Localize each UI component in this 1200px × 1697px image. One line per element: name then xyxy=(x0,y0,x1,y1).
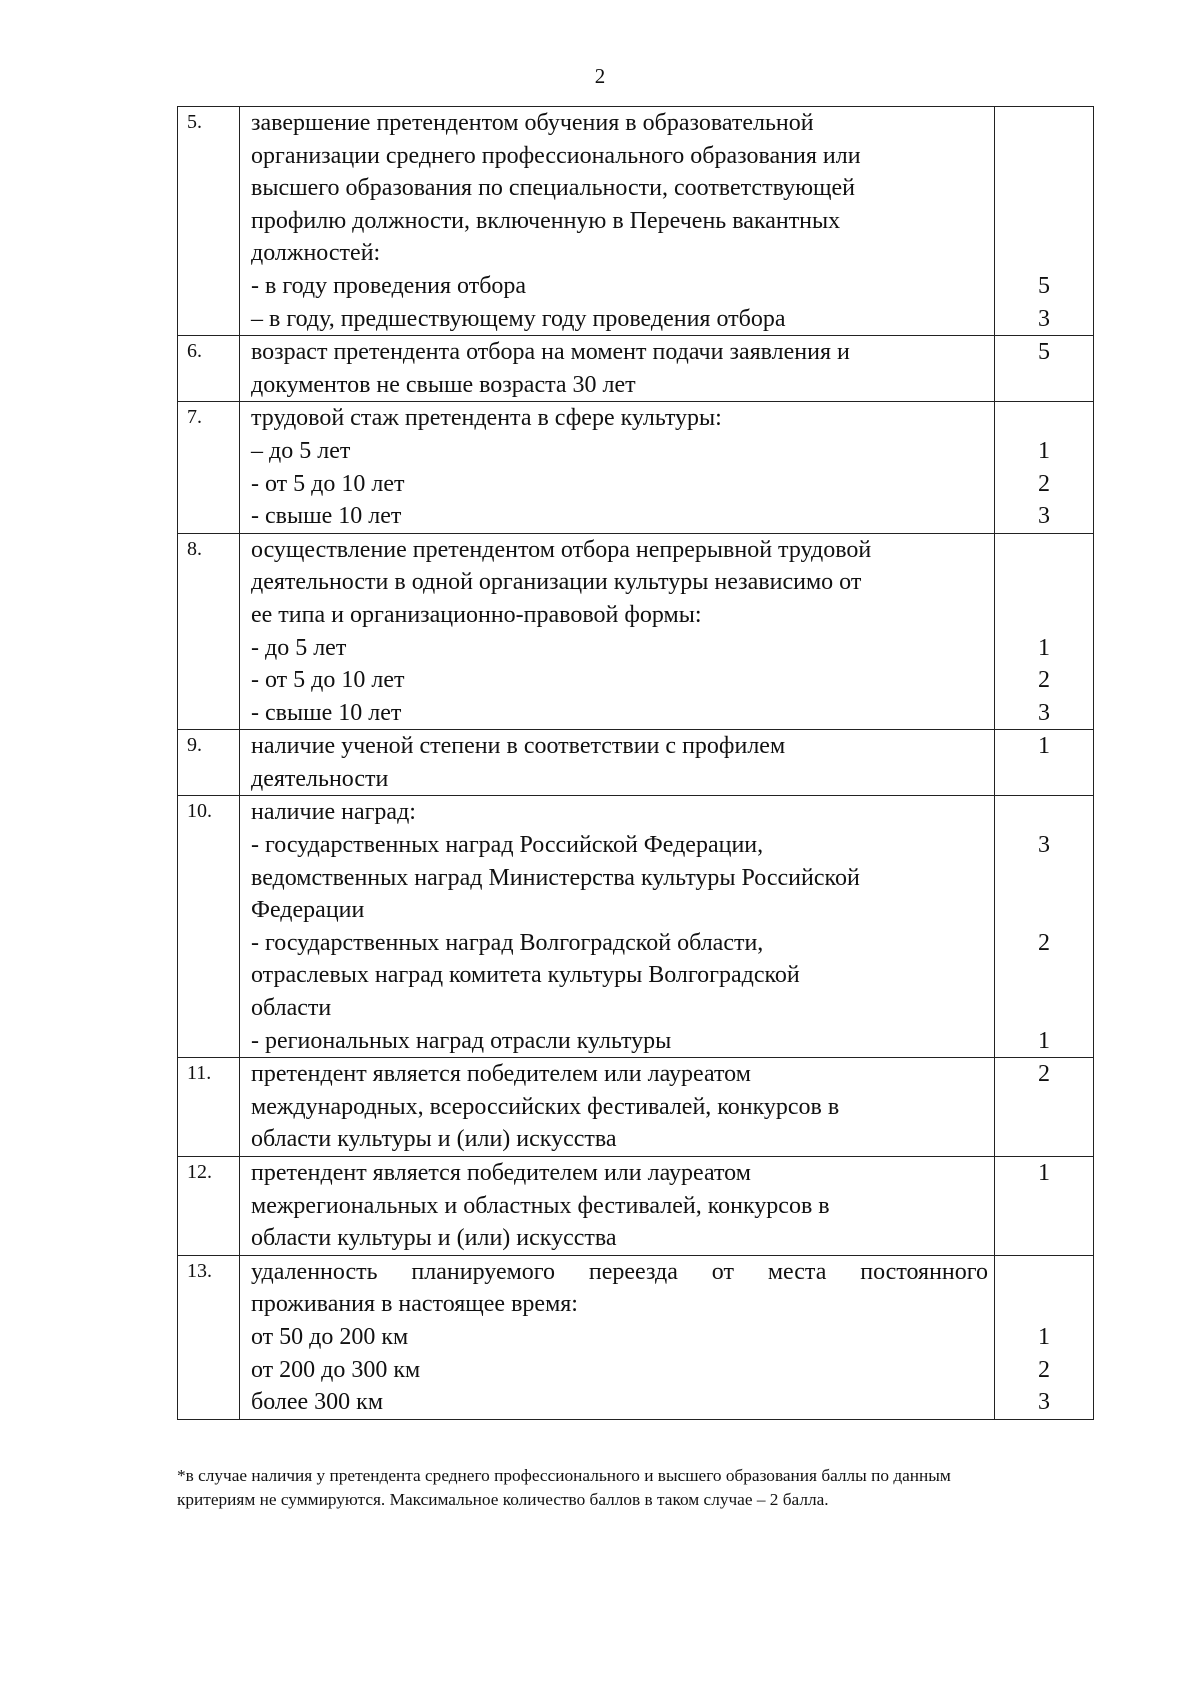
criterion-line: наличие ученой степени в соответствии с профилем xyxy=(251,733,786,760)
score-spacer xyxy=(995,172,1093,205)
criteria-row xyxy=(178,1058,1094,1157)
criterion-line: осуществление претендентом отбора непрерывной трудовой xyxy=(251,536,872,563)
criterion-line: области xyxy=(251,995,332,1022)
criterion-text xyxy=(240,336,995,402)
score-cell xyxy=(995,796,1094,1058)
criterion-line: - от 5 до 10 лет xyxy=(251,667,405,694)
criteria-row xyxy=(178,533,1094,730)
score-spacer xyxy=(995,237,1093,270)
criterion-line: международных, всероссийских фестивалей, конкурсов в xyxy=(251,1093,840,1120)
criterion-line: - в году проведения отбора xyxy=(251,272,527,299)
score-spacer xyxy=(995,1288,1093,1321)
criteria-table-body xyxy=(178,107,1094,1420)
criterion-line: - государственных наград Российской Федерации, xyxy=(251,832,764,859)
criterion-text xyxy=(240,730,995,796)
criterion-line: деятельности xyxy=(251,765,389,792)
criterion-line: межрегиональных и областных фестивалей, конкурсов в xyxy=(251,1192,830,1219)
criterion-line: высшего образования по специальности, соответствующей xyxy=(251,175,855,202)
criteria-row xyxy=(178,402,1094,533)
score-value: 1 xyxy=(1038,1027,1050,1054)
criteria-row xyxy=(178,1255,1094,1419)
row-number: 9. xyxy=(178,730,240,796)
row-number: 11. xyxy=(178,1058,240,1157)
row-number: 10. xyxy=(178,796,240,1058)
criterion-line: наличие наград: xyxy=(251,799,416,826)
criterion-line: завершение претендентом обучения в образовательной xyxy=(251,110,814,136)
score-value: 3 xyxy=(1038,503,1050,530)
score-value: 3 xyxy=(1038,832,1050,859)
footnote-line: критериям не суммируются. Максимальное количество баллов в таком случае – 2 балла. xyxy=(177,1490,829,1509)
criterion-line: - свыше 10 лет xyxy=(251,699,402,726)
score-spacer xyxy=(995,894,1093,927)
score-spacer xyxy=(995,959,1093,992)
criterion-text xyxy=(240,107,995,336)
criterion-line: области культуры и (или) искусства xyxy=(251,1225,617,1252)
row-number: 7. xyxy=(178,402,240,533)
score-value: 5 xyxy=(1038,272,1050,299)
score-value: 3 xyxy=(1038,699,1050,726)
page-number: 2 xyxy=(594,64,606,88)
criterion-line: должностей: xyxy=(251,240,381,267)
criterion-line: организации среднего профессионального образования или xyxy=(251,142,861,169)
criterion-line: удаленность планируемого переезда от места постоянного xyxy=(251,1258,988,1285)
score-cell xyxy=(995,402,1094,533)
score-spacer xyxy=(995,566,1093,599)
criteria-table xyxy=(177,106,1094,1420)
score-value: 3 xyxy=(1038,1389,1050,1416)
score-cell xyxy=(995,1157,1094,1256)
criteria-row xyxy=(178,730,1094,796)
criteria-row xyxy=(178,796,1094,1058)
row-number: 13. xyxy=(178,1255,240,1419)
criterion-line: - свыше 10 лет xyxy=(251,503,402,530)
criteria-row xyxy=(178,1157,1094,1256)
criterion-line: – до 5 лет xyxy=(251,437,351,464)
criterion-line: - от 5 до 10 лет xyxy=(251,470,405,497)
score-spacer xyxy=(995,599,1093,632)
criterion-line: - региональных наград отрасли культуры xyxy=(251,1027,672,1054)
footnote-line: *в случае наличия у претендента среднего профессионального и высшего образования баллы по данным xyxy=(177,1466,951,1485)
criterion-line: претендент является победителем или лауреатом xyxy=(251,1160,751,1186)
criterion-line: возраст претендента отбора на момент подачи заявления и xyxy=(251,339,850,366)
score-value: 2 xyxy=(1038,470,1050,497)
criterion-line: отраслевых наград комитета культуры Волгоградской xyxy=(251,962,800,989)
score-spacer xyxy=(995,107,1093,140)
criterion-text xyxy=(240,402,995,533)
criterion-line: профилю должности, включенную в Перечень вакантных xyxy=(251,207,841,234)
score-value: 1 xyxy=(1038,634,1050,661)
footnote xyxy=(177,1464,1097,1512)
criterion-line: области культуры и (или) искусства xyxy=(251,1126,617,1153)
criterion-line: – в году, предшествующему году проведения отбора xyxy=(251,305,786,332)
score-cell xyxy=(995,533,1094,730)
score-cell xyxy=(995,336,1094,402)
score-value: 3 xyxy=(1038,305,1050,332)
criterion-line: претендент является победителем или лауреатом xyxy=(251,1061,751,1088)
criterion-line: от 50 до 200 км xyxy=(251,1323,409,1350)
score-spacer xyxy=(995,1256,1093,1289)
criterion-line: ее типа и организационно-правовой формы: xyxy=(251,601,702,628)
row-number: 5. xyxy=(178,107,240,336)
score-value: 1 xyxy=(1038,1160,1050,1186)
criterion-line: трудовой стаж претендента в сфере культуры: xyxy=(251,405,722,432)
row-number: 6. xyxy=(178,336,240,402)
score-value: 2 xyxy=(1038,1061,1050,1088)
criterion-line: документов не свыше возраста 30 лет xyxy=(251,371,636,398)
criteria-row xyxy=(178,336,1094,402)
score-spacer xyxy=(995,862,1093,895)
score-cell xyxy=(995,1255,1094,1419)
score-value: 2 xyxy=(1038,667,1050,694)
criterion-line: более 300 км xyxy=(251,1389,384,1416)
score-value: 1 xyxy=(1038,733,1050,760)
criterion-line: Федерации xyxy=(251,897,365,924)
score-value: 1 xyxy=(1038,437,1050,464)
score-spacer xyxy=(995,796,1093,829)
criterion-line: от 200 до 300 км xyxy=(251,1356,421,1383)
criterion-line: проживания в настоящее время: xyxy=(251,1291,578,1318)
criterion-text xyxy=(240,1157,995,1256)
score-cell xyxy=(995,107,1094,336)
score-value: 2 xyxy=(1038,929,1050,956)
criterion-text xyxy=(240,1058,995,1157)
score-value: 1 xyxy=(1038,1323,1050,1350)
score-value: 2 xyxy=(1038,1356,1050,1383)
score-cell xyxy=(995,1058,1094,1157)
score-spacer xyxy=(995,992,1093,1025)
criterion-text xyxy=(240,1255,995,1419)
criteria-row xyxy=(178,107,1094,336)
criterion-text xyxy=(240,796,995,1058)
criterion-line: - до 5 лет xyxy=(251,634,347,661)
criterion-line: ведомственных наград Министерства культуры Российской xyxy=(251,864,860,891)
score-cell xyxy=(995,730,1094,796)
score-spacer xyxy=(995,534,1093,567)
row-number: 12. xyxy=(178,1157,240,1256)
score-spacer xyxy=(995,205,1093,238)
score-spacer xyxy=(995,402,1093,435)
score-spacer xyxy=(995,140,1093,173)
criterion-line: - государственных наград Волгоградской области, xyxy=(251,929,764,956)
row-number: 8. xyxy=(178,533,240,730)
score-value: 5 xyxy=(1038,339,1050,366)
criterion-text xyxy=(240,533,995,730)
criterion-line: деятельности в одной организации культуры независимо от xyxy=(251,569,862,596)
